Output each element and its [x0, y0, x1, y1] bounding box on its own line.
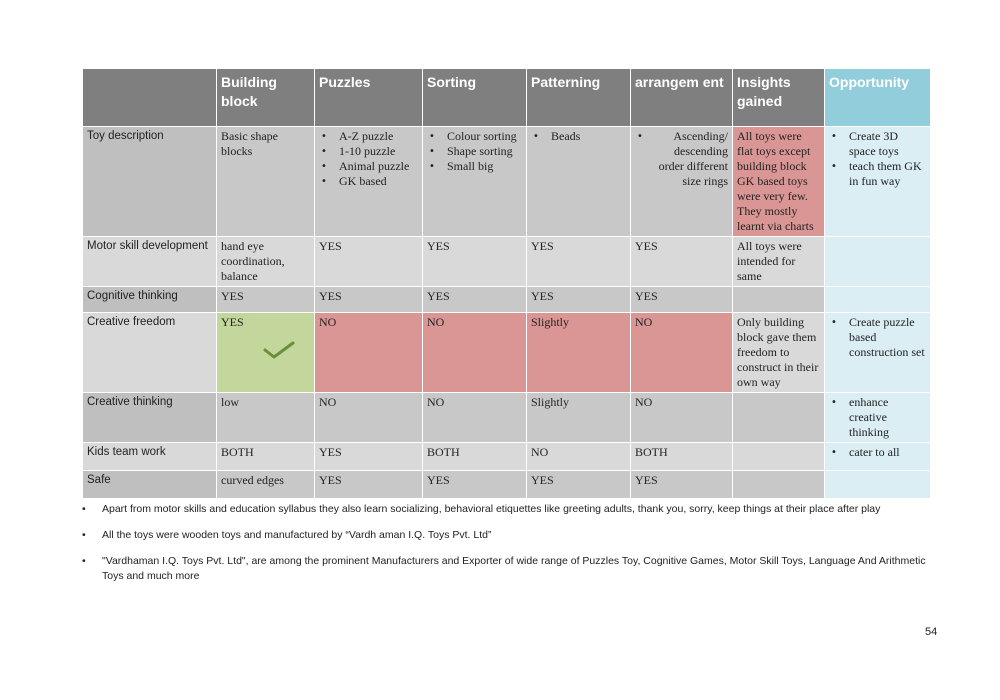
cell-patterning: Slightly [527, 393, 631, 443]
header-sorting: Sorting [423, 69, 527, 127]
cell-sorting: YES [423, 471, 527, 499]
row-label: Toy description [83, 127, 217, 237]
row-label: Motor skill development [83, 237, 217, 287]
list-item: • enhance creative thinking [829, 395, 926, 440]
list-item: • Beads [531, 129, 626, 144]
cell-arrangement: NO [631, 313, 733, 393]
note-item: • All the toys were wooden toys and manufactured by “Vardh aman I.Q. Toys Pvt. Ltd” [82, 528, 932, 543]
cell-puzzles: NO [315, 393, 423, 443]
cell-opportunity [825, 471, 931, 499]
cell-patterning: YES [527, 287, 631, 313]
table-row [83, 287, 931, 313]
cell-puzzles: YES [315, 237, 423, 287]
list-item: • Colour sorting [427, 129, 522, 144]
cell-insights: All toys were intended for same [733, 237, 825, 287]
cell-arrangement: YES [631, 237, 733, 287]
cell-arrangement: YES [631, 287, 733, 313]
cell-opportunity [825, 287, 931, 313]
cell-insights [733, 443, 825, 471]
cell-insights [733, 471, 825, 499]
cell-patterning: YES [527, 471, 631, 499]
list-item: • cater to all [829, 445, 926, 460]
cell-opportunity [825, 313, 931, 393]
header-corner [83, 69, 217, 127]
page-number: 54 [925, 626, 938, 638]
header-puzzles: Puzzles [315, 69, 423, 127]
cell-patterning [527, 127, 631, 237]
cell-opportunity [825, 443, 931, 471]
cell-puzzles: YES [315, 287, 423, 313]
cell-sorting: NO [423, 313, 527, 393]
cell-insights: All toys were flat toys except building block GK based toys were very few. They mostly learnt via charts [733, 127, 825, 237]
list-item: • 1-10 puzzle [319, 144, 418, 159]
header-opportunity: Opportunity [825, 69, 931, 127]
cell-puzzles: YES [315, 443, 423, 471]
note-item: • Apart from motor skills and education syllabus they also learn socializing, behavioral etiquettes like greeting adults, thank you, sorry, keep things at their place after play [82, 502, 932, 517]
header-row [83, 69, 931, 127]
note-item: • "Vardhaman I.Q. Toys Pvt. Ltd", are among the prominent Manufacturers and Exporter of wide range of Puzzles Toy, Cognitive Games, Motor Skill Toys, Language And Arithmetic Toys and much more [82, 554, 932, 584]
table-row [83, 443, 931, 471]
list-item: • Create 3D space toys [829, 129, 926, 159]
cell-building-block: hand eye coordination, balance [217, 237, 315, 287]
cell-arrangement [631, 127, 733, 237]
cell-sorting: BOTH [423, 443, 527, 471]
table-row [83, 471, 931, 499]
header-arrangement: arrangem ent [631, 69, 733, 127]
cell-opportunity [825, 237, 931, 287]
cell-puzzles: YES [315, 471, 423, 499]
table-row [83, 313, 931, 393]
cell-insights [733, 393, 825, 443]
cell-building-block: curved edges [217, 471, 315, 499]
list-item: • Shape sorting [427, 144, 522, 159]
notes-list [82, 502, 932, 595]
row-label: Creative freedom [83, 313, 217, 393]
row-label: Safe [83, 471, 217, 499]
cell-arrangement: YES [631, 471, 733, 499]
cell-patterning: YES [527, 237, 631, 287]
header-patterning: Patterning [527, 69, 631, 127]
list-item: • Small big [427, 159, 522, 174]
cell-sorting [423, 127, 527, 237]
cell-building-block: Basic shape blocks [217, 127, 315, 237]
check-icon [263, 341, 295, 359]
row-label: Kids team work [83, 443, 217, 471]
header-insights: Insights gained [733, 69, 825, 127]
cell-opportunity [825, 393, 931, 443]
list-item: • Ascending/ descending order different size rings [635, 129, 728, 189]
list-item: • Create puzzle based construction set [829, 315, 926, 360]
list-item: • teach them GK in fun way [829, 159, 926, 189]
cell-sorting: YES [423, 287, 527, 313]
cell-building-block: low [217, 393, 315, 443]
comparison-table [82, 68, 931, 499]
cell-puzzles: NO [315, 313, 423, 393]
cell-puzzles [315, 127, 423, 237]
cell-patterning: NO [527, 443, 631, 471]
row-label: Creative thinking [83, 393, 217, 443]
header-building-block: Building block [217, 69, 315, 127]
row-label: Cognitive thinking [83, 287, 217, 313]
list-item: • GK based [319, 174, 418, 189]
cell-insights [733, 287, 825, 313]
cell-sorting: NO [423, 393, 527, 443]
cell-arrangement: BOTH [631, 443, 733, 471]
cell-value: YES [221, 315, 244, 329]
table-row [83, 393, 931, 443]
cell-building-block: YES [217, 287, 315, 313]
table-row [83, 237, 931, 287]
cell-building-block [217, 313, 315, 393]
list-item: • Animal puzzle [319, 159, 418, 174]
table-row [83, 127, 931, 237]
cell-opportunity [825, 127, 931, 237]
cell-arrangement: NO [631, 393, 733, 443]
list-item: • A-Z puzzle [319, 129, 418, 144]
cell-patterning: Slightly [527, 313, 631, 393]
cell-insights: Only building block gave them freedom to construct in their own way [733, 313, 825, 393]
cell-building-block: BOTH [217, 443, 315, 471]
cell-sorting: YES [423, 237, 527, 287]
